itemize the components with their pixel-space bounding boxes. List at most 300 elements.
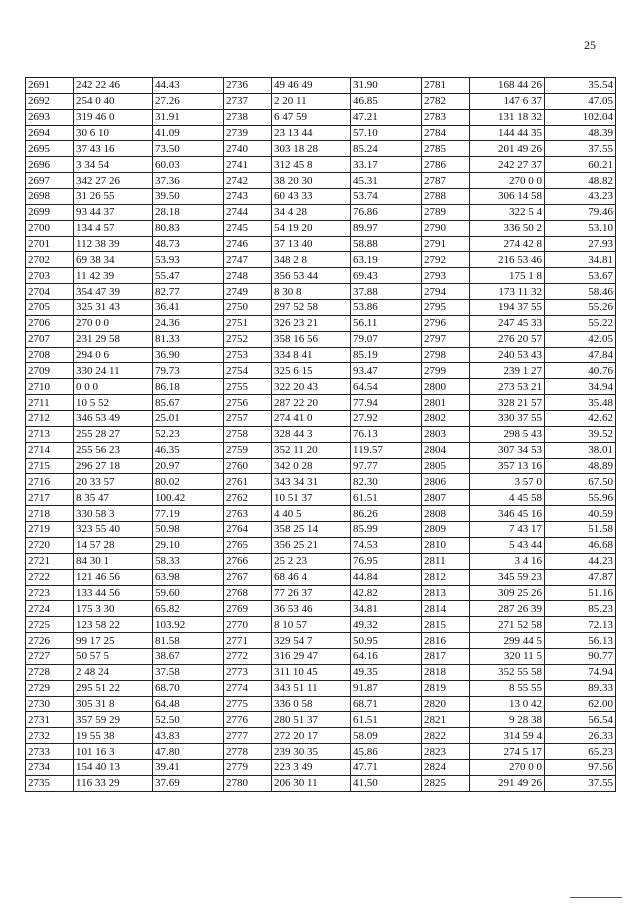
angle-cell: 296 27 18 xyxy=(74,458,153,474)
point-id-cell: 2737 xyxy=(224,93,272,109)
distance-cell: 61.51 xyxy=(351,712,422,728)
distance-cell: 53.74 xyxy=(351,189,422,205)
distance-cell: 44.23 xyxy=(545,553,616,569)
table-row xyxy=(26,173,616,189)
distance-cell: 47.71 xyxy=(351,759,422,775)
point-id-cell: 2700 xyxy=(26,220,74,236)
distance-cell: 49.35 xyxy=(351,664,422,680)
angle-cell: 270 0 0 xyxy=(470,173,545,189)
angle-cell: 60 43 33 xyxy=(272,189,351,205)
angle-cell: 342 0 28 xyxy=(272,458,351,474)
angle-cell: 356 53 44 xyxy=(272,268,351,284)
angle-cell: 295 51 22 xyxy=(74,680,153,696)
point-id-cell: 2745 xyxy=(224,220,272,236)
distance-cell: 97.77 xyxy=(351,458,422,474)
angle-cell: 320 11 5 xyxy=(470,648,545,664)
angle-cell: 348 2 8 xyxy=(272,252,351,268)
angle-cell: 13 0 42 xyxy=(470,696,545,712)
point-id-cell: 2749 xyxy=(224,284,272,300)
table-row xyxy=(26,569,616,585)
angle-cell: 358 25 14 xyxy=(272,522,351,538)
angle-cell: 354 47 39 xyxy=(74,284,153,300)
angle-cell: 3 4 16 xyxy=(470,553,545,569)
table-row xyxy=(26,78,616,94)
distance-cell: 103.92 xyxy=(153,617,224,633)
point-id-cell: 2710 xyxy=(26,379,74,395)
distance-cell: 48.39 xyxy=(545,125,616,141)
point-id-cell: 2798 xyxy=(422,347,470,363)
distance-cell: 59.60 xyxy=(153,585,224,601)
angle-cell: 322 5 4 xyxy=(470,204,545,220)
point-id-cell: 2756 xyxy=(224,395,272,411)
angle-cell: 23 13 44 xyxy=(272,125,351,141)
angle-cell: 271 52 58 xyxy=(470,617,545,633)
distance-cell: 34.81 xyxy=(351,601,422,617)
distance-cell: 97.56 xyxy=(545,759,616,775)
point-id-cell: 2715 xyxy=(26,458,74,474)
point-id-cell: 2787 xyxy=(422,173,470,189)
distance-cell: 41.09 xyxy=(153,125,224,141)
angle-cell: 312 45 8 xyxy=(272,157,351,173)
angle-cell: 4 40 5 xyxy=(272,506,351,522)
angle-cell: 84 30 1 xyxy=(74,553,153,569)
distance-cell: 51.58 xyxy=(545,522,616,538)
distance-cell: 47.84 xyxy=(545,347,616,363)
angle-cell: 316 29 47 xyxy=(272,648,351,664)
angle-cell: 11 42 39 xyxy=(74,268,153,284)
distance-cell: 48.89 xyxy=(545,458,616,474)
distance-cell: 64.48 xyxy=(153,696,224,712)
distance-cell: 89.97 xyxy=(351,220,422,236)
angle-cell: 34 4 28 xyxy=(272,204,351,220)
distance-cell: 85.19 xyxy=(351,347,422,363)
angle-cell: 299 44 5 xyxy=(470,633,545,649)
angle-cell: 93 44 37 xyxy=(74,204,153,220)
angle-cell: 358 16 56 xyxy=(272,331,351,347)
angle-cell: 134 4 57 xyxy=(74,220,153,236)
distance-cell: 44.43 xyxy=(153,78,224,94)
table-row xyxy=(26,204,616,220)
distance-cell: 35.48 xyxy=(545,395,616,411)
distance-cell: 47.87 xyxy=(545,569,616,585)
distance-cell: 58.46 xyxy=(545,284,616,300)
angle-cell: 328 44 3 xyxy=(272,426,351,442)
angle-cell: 8 55 55 xyxy=(470,680,545,696)
table-row xyxy=(26,490,616,506)
point-id-cell: 2760 xyxy=(224,458,272,474)
point-id-cell: 2811 xyxy=(422,553,470,569)
distance-cell: 93.47 xyxy=(351,363,422,379)
point-id-cell: 2736 xyxy=(224,78,272,94)
point-id-cell: 2697 xyxy=(26,173,74,189)
distance-cell: 36.90 xyxy=(153,347,224,363)
angle-cell: 6 47 59 xyxy=(272,109,351,125)
point-id-cell: 2821 xyxy=(422,712,470,728)
angle-cell: 330 37 55 xyxy=(470,411,545,427)
angle-cell: 305 31 8 xyxy=(74,696,153,712)
point-id-cell: 2755 xyxy=(224,379,272,395)
point-id-cell: 2771 xyxy=(224,633,272,649)
point-id-cell: 2754 xyxy=(224,363,272,379)
table-row xyxy=(26,759,616,775)
distance-cell: 65.23 xyxy=(545,744,616,760)
angle-cell: 175 3 30 xyxy=(74,601,153,617)
point-id-cell: 2704 xyxy=(26,284,74,300)
distance-cell: 63.19 xyxy=(351,252,422,268)
distance-cell: 89.33 xyxy=(545,680,616,696)
angle-cell: 37 43 16 xyxy=(74,141,153,157)
angle-cell: 255 28 27 xyxy=(74,426,153,442)
point-id-cell: 2793 xyxy=(422,268,470,284)
angle-cell: 314 59 4 xyxy=(470,728,545,744)
distance-cell: 65.82 xyxy=(153,601,224,617)
point-id-cell: 2810 xyxy=(422,537,470,553)
table-row xyxy=(26,347,616,363)
distance-cell: 42.05 xyxy=(545,331,616,347)
distance-cell: 76.95 xyxy=(351,553,422,569)
angle-cell: 223 3 49 xyxy=(272,759,351,775)
point-id-cell: 2707 xyxy=(26,331,74,347)
table-row xyxy=(26,553,616,569)
point-id-cell: 2791 xyxy=(422,236,470,252)
point-id-cell: 2727 xyxy=(26,648,74,664)
point-id-cell: 2733 xyxy=(26,744,74,760)
table-row xyxy=(26,474,616,490)
point-id-cell: 2768 xyxy=(224,585,272,601)
angle-cell: 4 45 58 xyxy=(470,490,545,506)
angle-cell: 270 0 0 xyxy=(470,759,545,775)
angle-cell: 298 5 43 xyxy=(470,426,545,442)
distance-cell: 77.19 xyxy=(153,506,224,522)
table-row xyxy=(26,537,616,553)
point-id-cell: 2796 xyxy=(422,315,470,331)
point-id-cell: 2741 xyxy=(224,157,272,173)
table-row xyxy=(26,236,616,252)
distance-cell: 41.50 xyxy=(351,775,422,791)
distance-cell: 81.58 xyxy=(153,633,224,649)
distance-cell: 27.26 xyxy=(153,93,224,109)
point-id-cell: 2719 xyxy=(26,522,74,538)
angle-cell: 19 55 38 xyxy=(74,728,153,744)
point-id-cell: 2785 xyxy=(422,141,470,157)
point-id-cell: 2775 xyxy=(224,696,272,712)
distance-cell: 51.16 xyxy=(545,585,616,601)
angle-cell: 37 13 40 xyxy=(272,236,351,252)
distance-cell: 47.21 xyxy=(351,109,422,125)
point-id-cell: 2803 xyxy=(422,426,470,442)
angle-cell: 307 34 53 xyxy=(470,442,545,458)
distance-cell: 27.93 xyxy=(545,236,616,252)
distance-cell: 60.21 xyxy=(545,157,616,173)
point-id-cell: 2776 xyxy=(224,712,272,728)
angle-cell: 319 46 0 xyxy=(74,109,153,125)
angle-cell: 194 37 55 xyxy=(470,300,545,316)
table-row xyxy=(26,617,616,633)
point-id-cell: 2815 xyxy=(422,617,470,633)
distance-cell: 31.91 xyxy=(153,109,224,125)
angle-cell: 239 30 35 xyxy=(272,744,351,760)
angle-cell: 25 2 23 xyxy=(272,553,351,569)
angle-cell: 10 51 37 xyxy=(272,490,351,506)
distance-cell: 74.53 xyxy=(351,537,422,553)
distance-cell: 44.84 xyxy=(351,569,422,585)
angle-cell: 294 0 6 xyxy=(74,347,153,363)
point-id-cell: 2693 xyxy=(26,109,74,125)
table-row xyxy=(26,395,616,411)
table-row xyxy=(26,775,616,791)
angle-cell: 3 57 0 xyxy=(470,474,545,490)
distance-cell: 68.70 xyxy=(153,680,224,696)
table-row xyxy=(26,125,616,141)
point-id-cell: 2708 xyxy=(26,347,74,363)
point-id-cell: 2808 xyxy=(422,506,470,522)
table-row xyxy=(26,585,616,601)
point-id-cell: 2788 xyxy=(422,189,470,205)
angle-cell: 121 46 56 xyxy=(74,569,153,585)
angle-cell: 8 35 47 xyxy=(74,490,153,506)
angle-cell: 231 29 58 xyxy=(74,331,153,347)
distance-cell: 50.98 xyxy=(153,522,224,538)
point-id-cell: 2822 xyxy=(422,728,470,744)
angle-cell: 3 34 54 xyxy=(74,157,153,173)
angle-cell: 274 41 0 xyxy=(272,411,351,427)
angle-cell: 168 44 26 xyxy=(470,78,545,94)
angle-cell: 274 5 17 xyxy=(470,744,545,760)
table-row xyxy=(26,189,616,205)
point-id-cell: 2716 xyxy=(26,474,74,490)
point-id-cell: 2800 xyxy=(422,379,470,395)
angle-cell: 36 53 46 xyxy=(272,601,351,617)
distance-cell: 85.24 xyxy=(351,141,422,157)
point-id-cell: 2757 xyxy=(224,411,272,427)
point-id-cell: 2701 xyxy=(26,236,74,252)
angle-cell: 272 20 17 xyxy=(272,728,351,744)
distance-cell: 79.73 xyxy=(153,363,224,379)
distance-cell: 20.97 xyxy=(153,458,224,474)
distance-cell: 72.13 xyxy=(545,617,616,633)
distance-cell: 85.67 xyxy=(153,395,224,411)
distance-cell: 79.07 xyxy=(351,331,422,347)
point-id-cell: 2699 xyxy=(26,204,74,220)
distance-cell: 37.69 xyxy=(153,775,224,791)
point-id-cell: 2799 xyxy=(422,363,470,379)
point-id-cell: 2705 xyxy=(26,300,74,316)
point-id-cell: 2809 xyxy=(422,522,470,538)
point-id-cell: 2764 xyxy=(224,522,272,538)
distance-cell: 46.35 xyxy=(153,442,224,458)
distance-cell: 53.93 xyxy=(153,252,224,268)
point-id-cell: 2746 xyxy=(224,236,272,252)
angle-cell: 343 51 11 xyxy=(272,680,351,696)
point-id-cell: 2692 xyxy=(26,93,74,109)
distance-cell: 39.50 xyxy=(153,189,224,205)
point-id-cell: 2801 xyxy=(422,395,470,411)
angle-cell: 8 10 57 xyxy=(272,617,351,633)
table-row xyxy=(26,315,616,331)
point-id-cell: 2720 xyxy=(26,537,74,553)
table-row xyxy=(26,633,616,649)
angle-cell: 346 45 16 xyxy=(470,506,545,522)
point-id-cell: 2794 xyxy=(422,284,470,300)
point-id-cell: 2738 xyxy=(224,109,272,125)
distance-cell: 39.52 xyxy=(545,426,616,442)
point-id-cell: 2735 xyxy=(26,775,74,791)
angle-cell: 329 54 7 xyxy=(272,633,351,649)
angle-cell: 325 31 43 xyxy=(74,300,153,316)
distance-cell: 45.31 xyxy=(351,173,422,189)
angle-cell: 334 8 41 xyxy=(272,347,351,363)
point-id-cell: 2722 xyxy=(26,569,74,585)
distance-cell: 79.46 xyxy=(545,204,616,220)
distance-cell: 67.50 xyxy=(545,474,616,490)
point-id-cell: 2779 xyxy=(224,759,272,775)
angle-cell: 175 1 8 xyxy=(470,268,545,284)
table-row xyxy=(26,506,616,522)
angle-cell: 77 26 37 xyxy=(272,585,351,601)
point-id-cell: 2742 xyxy=(224,173,272,189)
angle-cell: 297 52 58 xyxy=(272,300,351,316)
angle-cell: 144 44 35 xyxy=(470,125,545,141)
point-id-cell: 2730 xyxy=(26,696,74,712)
point-id-cell: 2718 xyxy=(26,506,74,522)
distance-cell: 77.94 xyxy=(351,395,422,411)
point-id-cell: 2784 xyxy=(422,125,470,141)
distance-cell: 86.26 xyxy=(351,506,422,522)
point-id-cell: 2812 xyxy=(422,569,470,585)
distance-cell: 24.36 xyxy=(153,315,224,331)
angle-cell: 270 0 0 xyxy=(74,315,153,331)
angle-cell: 112 38 39 xyxy=(74,236,153,252)
table-row xyxy=(26,284,616,300)
angle-cell: 54 19 20 xyxy=(272,220,351,236)
point-id-cell: 2817 xyxy=(422,648,470,664)
angle-cell: 328 21 57 xyxy=(470,395,545,411)
angle-cell: 274 42 8 xyxy=(470,236,545,252)
distance-cell: 69.43 xyxy=(351,268,422,284)
table-row xyxy=(26,712,616,728)
point-id-cell: 2766 xyxy=(224,553,272,569)
distance-cell: 100.42 xyxy=(153,490,224,506)
point-id-cell: 2717 xyxy=(26,490,74,506)
table-row xyxy=(26,363,616,379)
angle-cell: 309 25 26 xyxy=(470,585,545,601)
point-id-cell: 2724 xyxy=(26,601,74,617)
point-id-cell: 2703 xyxy=(26,268,74,284)
angle-cell: 239 1 27 xyxy=(470,363,545,379)
angle-cell: 323 55 40 xyxy=(74,522,153,538)
distance-cell: 46.85 xyxy=(351,93,422,109)
point-id-cell: 2772 xyxy=(224,648,272,664)
distance-cell: 81.33 xyxy=(153,331,224,347)
table-row xyxy=(26,331,616,347)
point-id-cell: 2806 xyxy=(422,474,470,490)
angle-cell: 287 26 39 xyxy=(470,601,545,617)
distance-cell: 42.82 xyxy=(351,585,422,601)
table-row xyxy=(26,680,616,696)
point-id-cell: 2751 xyxy=(224,315,272,331)
distance-cell: 56.13 xyxy=(545,633,616,649)
point-id-cell: 2765 xyxy=(224,537,272,553)
angle-cell: 173 11 32 xyxy=(470,284,545,300)
angle-cell: 356 25 21 xyxy=(272,537,351,553)
distance-cell: 39.41 xyxy=(153,759,224,775)
point-id-cell: 2728 xyxy=(26,664,74,680)
angle-cell: 273 53 21 xyxy=(470,379,545,395)
angle-cell: 5 43 44 xyxy=(470,537,545,553)
survey-data-table xyxy=(25,77,616,792)
page-number: 25 xyxy=(584,38,596,52)
distance-cell: 52.23 xyxy=(153,426,224,442)
distance-cell: 55.47 xyxy=(153,268,224,284)
point-id-cell: 2713 xyxy=(26,426,74,442)
distance-cell: 36.41 xyxy=(153,300,224,316)
distance-cell: 37.88 xyxy=(351,284,422,300)
distance-cell: 46.68 xyxy=(545,537,616,553)
distance-cell: 26.33 xyxy=(545,728,616,744)
point-id-cell: 2795 xyxy=(422,300,470,316)
angle-cell: 50 57 5 xyxy=(74,648,153,664)
distance-cell: 85.23 xyxy=(545,601,616,617)
point-id-cell: 2818 xyxy=(422,664,470,680)
angle-cell: 345 59 23 xyxy=(470,569,545,585)
angle-cell: 38 20 30 xyxy=(272,173,351,189)
table-row xyxy=(26,109,616,125)
distance-cell: 73.50 xyxy=(153,141,224,157)
angle-cell: 49 46 49 xyxy=(272,78,351,94)
point-id-cell: 2767 xyxy=(224,569,272,585)
distance-cell: 102.04 xyxy=(545,109,616,125)
point-id-cell: 2790 xyxy=(422,220,470,236)
table-row xyxy=(26,300,616,316)
distance-cell: 55.22 xyxy=(545,315,616,331)
point-id-cell: 2792 xyxy=(422,252,470,268)
point-id-cell: 2740 xyxy=(224,141,272,157)
point-id-cell: 2797 xyxy=(422,331,470,347)
distance-cell: 28.18 xyxy=(153,204,224,220)
angle-cell: 116 33 29 xyxy=(74,775,153,791)
angle-cell: 2 20 11 xyxy=(272,93,351,109)
point-id-cell: 2753 xyxy=(224,347,272,363)
point-id-cell: 2748 xyxy=(224,268,272,284)
distance-cell: 42.62 xyxy=(545,411,616,427)
angle-cell: 99 17 25 xyxy=(74,633,153,649)
table-row xyxy=(26,522,616,538)
distance-cell: 56.54 xyxy=(545,712,616,728)
angle-cell: 216 53 46 xyxy=(470,252,545,268)
distance-cell: 37.58 xyxy=(153,664,224,680)
point-id-cell: 2777 xyxy=(224,728,272,744)
angle-cell: 346 53 49 xyxy=(74,411,153,427)
angle-cell: 123 58 22 xyxy=(74,617,153,633)
distance-cell: 38.01 xyxy=(545,442,616,458)
point-id-cell: 2743 xyxy=(224,189,272,205)
distance-cell: 35.54 xyxy=(545,78,616,94)
distance-cell: 38.67 xyxy=(153,648,224,664)
distance-cell: 43.83 xyxy=(153,728,224,744)
angle-cell: 2 48 24 xyxy=(74,664,153,680)
angle-cell: 68 46 4 xyxy=(272,569,351,585)
distance-cell: 45.86 xyxy=(351,744,422,760)
point-id-cell: 2723 xyxy=(26,585,74,601)
point-id-cell: 2729 xyxy=(26,680,74,696)
point-id-cell: 2695 xyxy=(26,141,74,157)
angle-cell: 8 30 8 xyxy=(272,284,351,300)
distance-cell: 25.01 xyxy=(153,411,224,427)
distance-cell: 85.99 xyxy=(351,522,422,538)
angle-cell: 352 55 58 xyxy=(470,664,545,680)
point-id-cell: 2712 xyxy=(26,411,74,427)
table-row xyxy=(26,696,616,712)
